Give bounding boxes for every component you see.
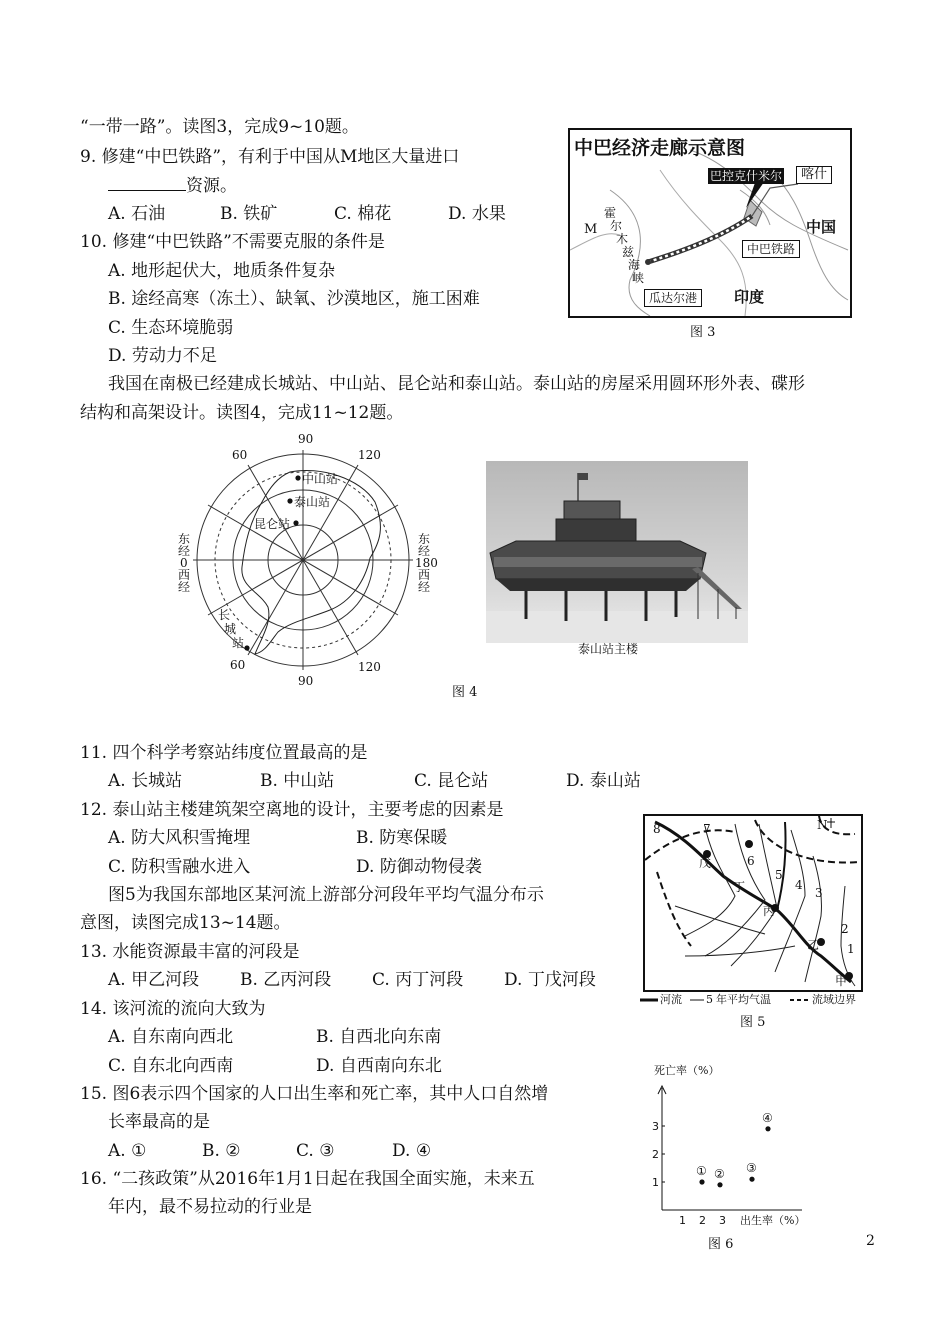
q12-option-a: A. 防大风积雪掩埋 (108, 828, 251, 848)
point-jia-label: 甲 (835, 974, 848, 988)
q11-option-b: B. 中山站 (260, 771, 335, 791)
q13-option-d: D. 丁戊河段 (504, 970, 596, 990)
point-wu-label: 戊 (699, 856, 712, 870)
q9-option-c: C. 棉花 (334, 204, 392, 224)
taishan-marker (287, 498, 292, 503)
hormuz-char-4: 兹 (622, 245, 635, 259)
left-lon-char-1: 东 (178, 532, 191, 546)
north-label: N (817, 818, 828, 832)
isotherm-label-7: 7 (703, 822, 711, 836)
y-tick-label-2: 2 (652, 1148, 659, 1161)
figure-3-caption: 图 3 (690, 325, 716, 340)
gwadar-port-marker (645, 259, 651, 265)
taishan-station-photo (486, 461, 748, 643)
q10-option-c: C. 生态环境脆弱 (108, 318, 234, 338)
q13-option-b: B. 乙丙河段 (240, 970, 332, 990)
scatter-plot-svg (652, 1078, 848, 1228)
q14-option-a: A. 自东南向西北 (108, 1027, 234, 1047)
q16-stem-line-2: 年内，最不易拉动的行业是 (108, 1197, 312, 1217)
figure-4-polar-map (170, 432, 440, 688)
lon-label-top: 90 (298, 432, 314, 446)
q9-option-a: A. 石油 (108, 204, 166, 224)
antarctic-intro-line-1: 我国在南极已经建成长城站、中山站、昆仑站和泰山站。泰山站的房屋采用圆环形外表、碟形 (108, 374, 805, 394)
kashgar-label: 喀什 (796, 166, 832, 184)
right-lon-char-1: 东 (418, 532, 431, 546)
point-ding-marker (745, 840, 753, 848)
left-lon-char-5: 经 (178, 580, 191, 594)
left-lon-char-2: 经 (178, 544, 191, 558)
q11-options (108, 770, 641, 792)
zhongshan-marker (295, 475, 300, 480)
q13-stem: 13. 水能资源最丰富的河段是 (80, 942, 300, 962)
fig5-intro-line-1: 图5为我国东部地区某河流上游部分河段年平均气温分布示 (108, 885, 544, 905)
hormuz-char-5: 海 (628, 258, 641, 272)
isotherm-label-3: 3 (815, 886, 823, 900)
legend-boundary: 流域边界 (812, 993, 856, 1006)
legend-river: 河流 (660, 993, 682, 1006)
india-label: 印度 (734, 288, 765, 306)
q10-option-b: B. 途经高寒（冻土）、缺氧、沙漠地区，施工困难 (108, 289, 480, 309)
lon-label-bottom-left: 60 (230, 658, 246, 672)
q11-option-d: D. 泰山站 (566, 771, 641, 791)
q10-option-a: A. 地形起伏大，地质条件复杂 (108, 261, 336, 281)
m-region-label: M (584, 222, 598, 237)
photo-caption: 泰山站主楼 (578, 642, 639, 656)
legend-isotherm: 年平均气温 (716, 993, 771, 1006)
isotherm-label-2: 2 (841, 922, 849, 936)
figure-4-caption: 图 4 (452, 685, 478, 700)
gwadar-label: 瓜达尔港 (644, 289, 702, 307)
isotherm-label-8: 8 (653, 822, 661, 836)
data-point-2 (717, 1182, 722, 1187)
isotherm-label-6: 6 (747, 854, 755, 868)
q15-stem-line-2: 长率最高的是 (108, 1112, 210, 1132)
figure-3-map (568, 128, 852, 318)
q10-option-d: D. 劳动力不足 (108, 346, 217, 366)
china-label: 中国 (806, 218, 837, 236)
changcheng-char-2: 城 (224, 622, 237, 636)
right-lon-char-4: 西 (418, 568, 431, 582)
figure-5-legend (640, 992, 866, 1008)
data-point-4 (765, 1126, 770, 1131)
q12-options-row-1 (108, 827, 447, 849)
intro-q9-10: “一带一路”。读图3，完成9~10题。 (80, 117, 359, 137)
q11-option-a: A. 长城站 (108, 771, 183, 791)
railway-label: 中巴铁路 (742, 240, 800, 258)
zhongshan-label: 中山站 (302, 472, 339, 486)
data-point-label-1: ① (696, 1164, 707, 1178)
figure-6-caption: 图 6 (708, 1237, 734, 1252)
right-lon-char-3: 180 (415, 556, 438, 570)
data-point-label-2: ② (714, 1166, 725, 1181)
q9-stem-tail: 资源。 (108, 174, 237, 197)
q13-option-c: C. 丙丁河段 (372, 970, 464, 990)
antarctic-intro-line-2: 结构和高架设计。读图4，完成11~12题。 (80, 403, 404, 423)
kashmir-pointer (746, 180, 764, 208)
figure-3-title: 中巴经济走廊示意图 (574, 137, 746, 159)
y-tick-label-3: 3 (652, 1120, 659, 1133)
q13-options (108, 969, 596, 991)
q9-option-d: D. 水果 (448, 204, 506, 224)
hormuz-char-2: 尔 (610, 219, 623, 233)
left-lon-char-4: 西 (178, 568, 191, 582)
hormuz-char-6: 峡 (632, 271, 645, 285)
q9-stem: 9. 修建“中巴铁路”，有利于中国从M地区大量进口 (80, 147, 460, 167)
q15-option-a: A. ① (108, 1141, 147, 1161)
isotherm-label-5: 5 (775, 868, 783, 882)
q15-option-b: B. ② (202, 1141, 241, 1161)
q12-option-b: B. 防寒保暖 (356, 828, 448, 848)
lon-label-top-right: 120 (358, 448, 381, 462)
q15-option-c: C. ③ (296, 1141, 335, 1161)
page-number: 2 (866, 1233, 875, 1249)
taishan-station-drawing (486, 461, 748, 643)
lon-label-top-left: 60 (232, 448, 248, 462)
q16-stem-line-1: 16. “二孩政策”从2016年1月1日起在我国全面实施，未来五 (80, 1169, 535, 1189)
x-tick-label-1: 1 (679, 1214, 686, 1227)
left-lon-char-3: 0 (180, 556, 188, 570)
figure-6-chart (652, 1064, 848, 1254)
changcheng-marker (244, 645, 249, 650)
kashmir-label: 巴控克什米尔 (710, 169, 783, 183)
point-yi-label: 乙 (807, 938, 820, 952)
legend-isotherm-value: 5 (706, 993, 713, 1006)
q14-option-d: D. 自西南向东北 (316, 1056, 442, 1076)
y-tick-label-1: 1 (652, 1176, 659, 1189)
q14-options-row-1 (108, 1026, 441, 1048)
point-bing-label: 丙 (763, 904, 776, 918)
q12-option-d: D. 防御动物侵袭 (356, 857, 482, 877)
data-point-label-3: ③ (746, 1161, 757, 1176)
hormuz-char-1: 霍 (604, 206, 617, 220)
changcheng-char-1: 长 (218, 608, 231, 622)
q15-stem-line-1: 15. 图6表示四个国家的人口出生率和死亡率，其中人口自然增 (80, 1084, 549, 1104)
x-tick-label-2: 2 (699, 1214, 706, 1227)
point-ding-label: 丁 (733, 880, 746, 894)
right-lon-char-2: 经 (418, 544, 431, 558)
isotherm-label-4: 4 (795, 878, 803, 892)
q15-options (108, 1140, 431, 1162)
taishan-label: 泰山站 (294, 495, 331, 509)
q10-stem: 10. 修建“中巴铁路”不需要克服的条件是 (80, 232, 385, 252)
q12-stem: 12. 泰山站主楼建筑架空离地的设计，主要考虑的因素是 (80, 800, 504, 820)
answer-blank (108, 174, 186, 191)
q11-option-c: C. 昆仑站 (414, 771, 489, 791)
lon-label-bottom-right: 120 (358, 660, 381, 674)
kunlun-marker (293, 520, 298, 525)
q9-options (108, 203, 506, 225)
hormuz-char-3: 木 (616, 232, 629, 246)
chart-ylabel: 死亡率（%） (654, 1064, 720, 1077)
chart-xlabel: 出生率（%） (740, 1214, 806, 1227)
q11-stem: 11. 四个科学考察站纬度位置最高的是 (80, 743, 368, 763)
data-point-1 (699, 1179, 704, 1184)
q14-option-c: C. 自东北向西南 (108, 1056, 234, 1076)
q12-options-row-2 (108, 856, 482, 878)
data-point-label-4: ④ (762, 1110, 773, 1125)
isotherm-label-1: 1 (847, 942, 855, 956)
q12-option-c: C. 防积雪融水进入 (108, 857, 251, 877)
q9-option-b: B. 铁矿 (220, 204, 278, 224)
q14-options-row-2 (108, 1055, 442, 1077)
figure-5-map (643, 814, 863, 992)
x-tick-label-3: 3 (719, 1214, 726, 1227)
q14-stem: 14. 该河流的流向大致为 (80, 999, 266, 1019)
q14-option-b: B. 自西北向东南 (316, 1027, 442, 1047)
right-lon-char-5: 经 (418, 580, 431, 594)
kunlun-label: 昆仑站 (254, 517, 291, 531)
figure-5-svg (645, 816, 861, 990)
data-point-3 (749, 1177, 754, 1182)
q15-option-d: D. ④ (392, 1141, 432, 1161)
figure-5-caption: 图 5 (740, 1015, 766, 1030)
changcheng-char-3: 站 (232, 636, 245, 650)
lon-label-bottom: 90 (298, 674, 314, 688)
fig5-intro-line-2: 意图，读图完成13~14题。 (80, 913, 291, 933)
polar-map-svg (170, 432, 440, 688)
q13-option-a: A. 甲乙河段 (108, 970, 200, 990)
